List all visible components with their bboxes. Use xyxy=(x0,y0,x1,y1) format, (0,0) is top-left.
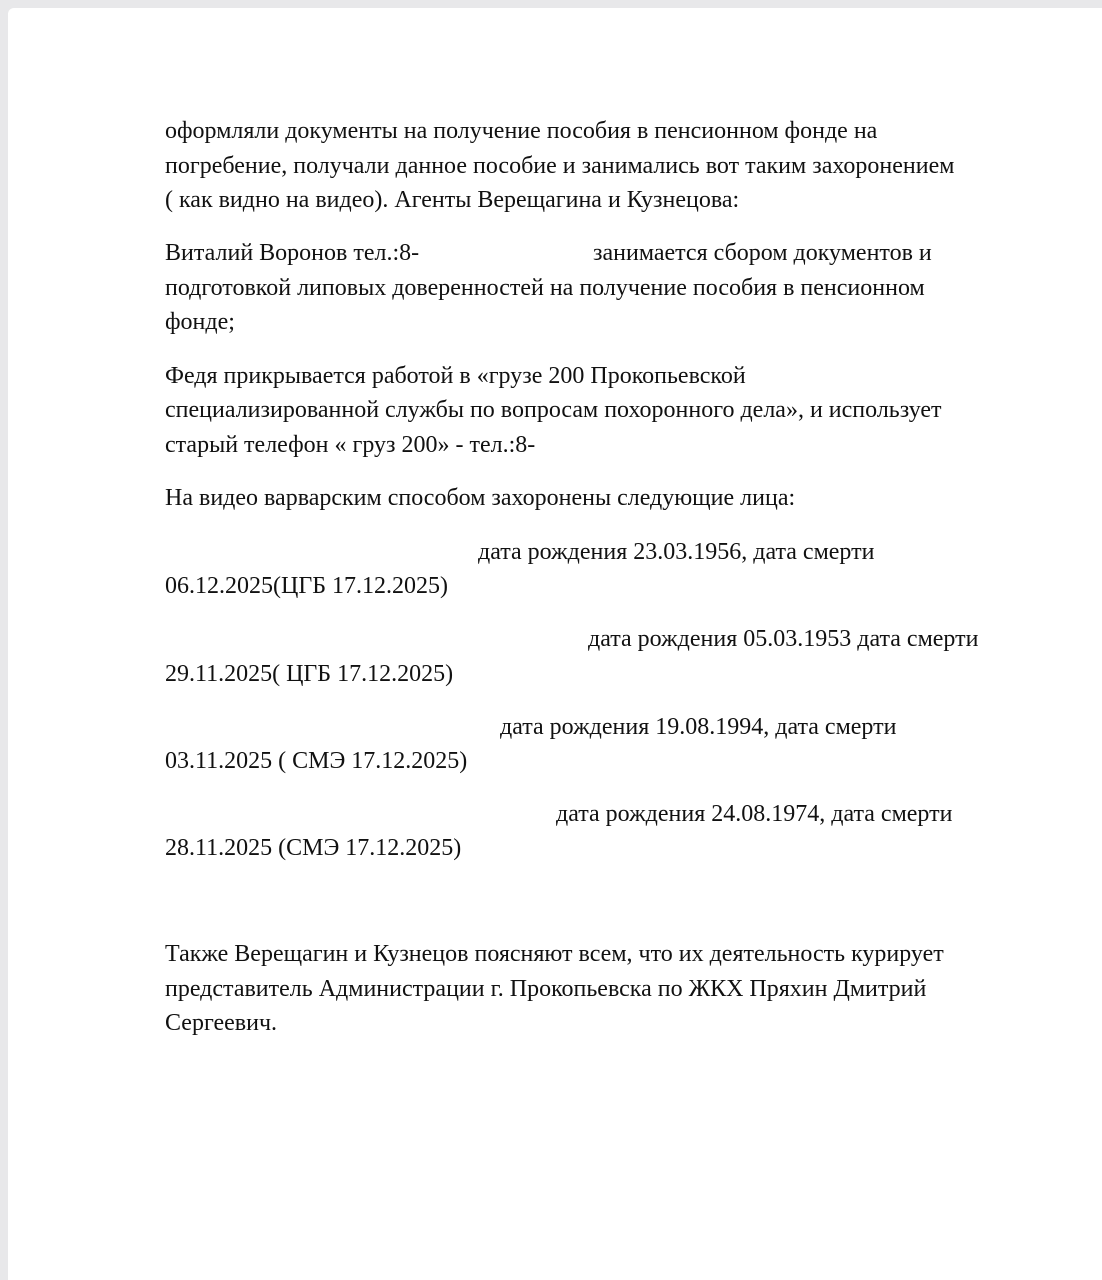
person-1-birth-death: дата рождения 23.03.1956, дата смерти xyxy=(478,539,875,565)
person-3-death-date: 03.11.2025 ( СМЭ 17.12.2025) xyxy=(165,748,468,774)
paragraph-5-line-1: Также Верещагин и Кузнецов поясняют всем, что их деятельность курирует xyxy=(165,941,944,967)
paragraph-1-line-2: погребение, получали данное пособие и занимались вот таким захоронением xyxy=(165,153,955,179)
person-4-birth-death: дата рождения 24.08.1974, дата смерти xyxy=(556,801,953,827)
voronov-phone-label: Виталий Воронов тел.:8- xyxy=(165,240,420,266)
paragraph-2-line-2: подготовкой липовых доверенностей на получение пособия в пенсионном xyxy=(165,275,925,301)
person-2-birth-death: дата рождения 05.03.1953 дата смерти xyxy=(588,626,979,652)
paragraph-5-line-3: Сергеевич. xyxy=(165,1010,278,1036)
paragraph-1-line-1: оформляли документы на получение пособия в пенсионном фонде на xyxy=(165,118,878,144)
paragraph-3-line-2: специализированной службы по вопросам похоронного дела», и использует xyxy=(165,397,942,423)
paragraph-2-line-1-rest: занимается сбором документов и xyxy=(593,240,932,266)
paragraph-2-line-3: фонде; xyxy=(165,309,235,335)
person-1-death-date: 06.12.2025(ЦГБ 17.12.2025) xyxy=(165,573,448,599)
document-page xyxy=(8,8,1102,1280)
paragraph-4-line-1: На видео варварским способом захоронены следующие лица: xyxy=(165,485,796,511)
paragraph-1-line-3: ( как видно на видео). Агенты Верещагина и Кузнецова: xyxy=(165,187,740,213)
person-4-death-date: 28.11.2025 (СМЭ 17.12.2025) xyxy=(165,835,462,861)
paragraph-3-line-1: Федя прикрывается работой в «грузе 200 Прокопьевской xyxy=(165,363,746,389)
person-3-birth-death: дата рождения 19.08.1994, дата смерти xyxy=(500,714,897,740)
paragraph-5-line-2: представитель Администрации г. Прокопьевска по ЖКХ Пряхин Дмитрий xyxy=(165,976,927,1002)
person-2-death-date: 29.11.2025( ЦГБ 17.12.2025) xyxy=(165,661,454,687)
paragraph-3-line-3: старый телефон « груз 200» - тел.:8- xyxy=(165,432,536,458)
paragraph-2-line-1 xyxy=(165,236,419,270)
